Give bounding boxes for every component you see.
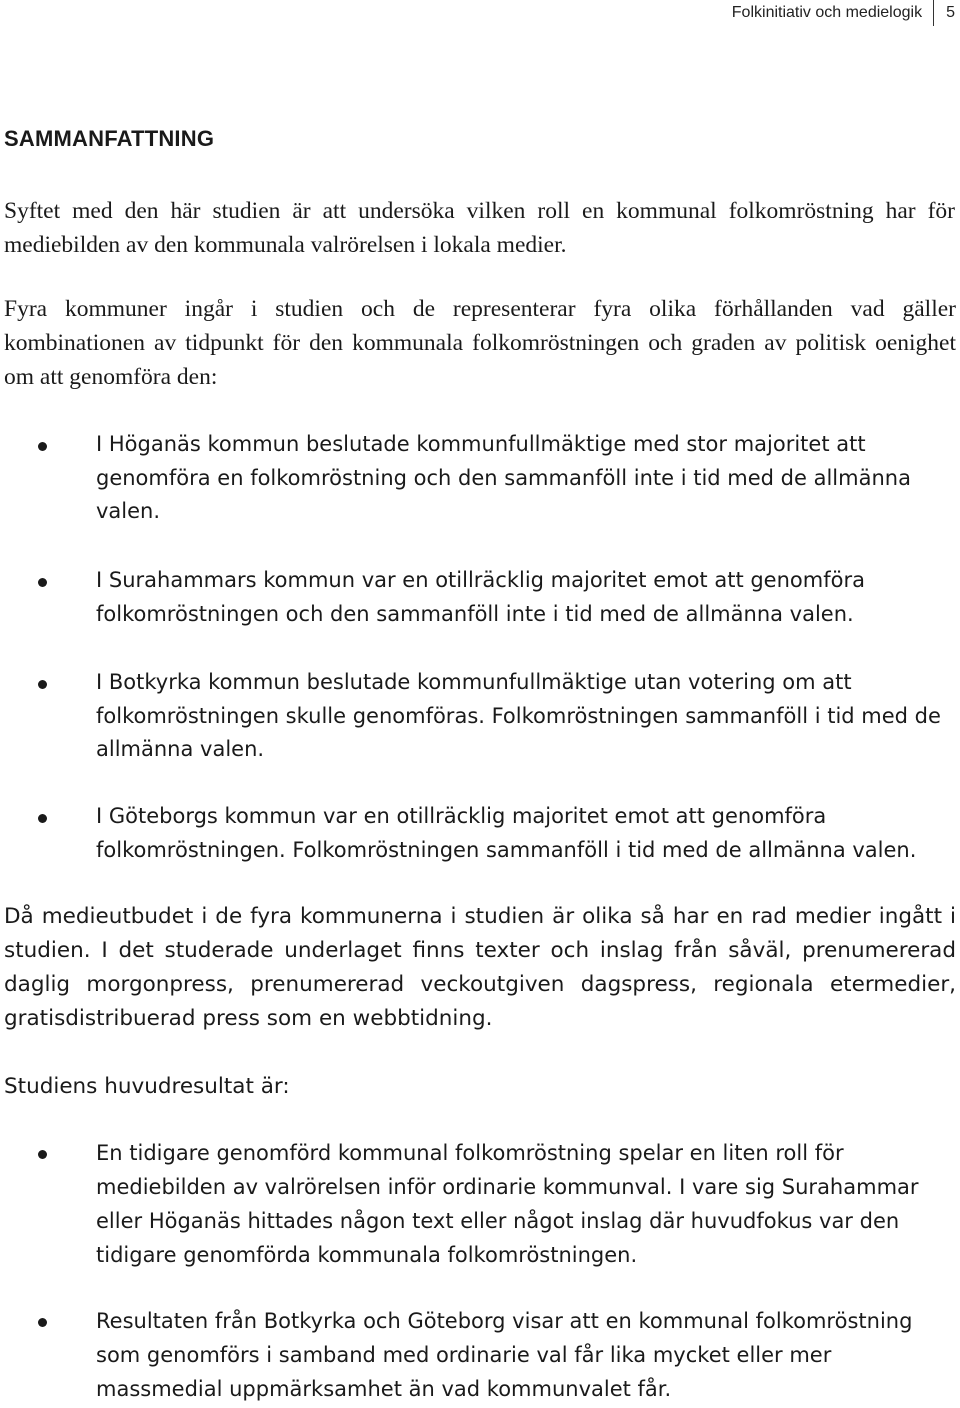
bullet-icon [38, 578, 47, 587]
list-item [0, 428, 952, 529]
bullet-icon [38, 442, 47, 451]
method-paragraph: Fyra kommuner ingår i studien och de representerar fyra olika förhållanden vad gäller kombinationen av tidpunkt för den kommunala folkomröstningen och graden av politisk oenighet om att genomföra den: [4, 296, 956, 390]
header-divider [933, 0, 934, 26]
list-item [0, 800, 960, 867]
page-number: 5 [946, 4, 955, 21]
list-item-text: I Höganäs kommun beslutade kommunfullmäktige med stor majoritet att genomföra en folkomröstning och den sammanföll inte i tid med de allmänna valen. [96, 432, 911, 523]
media-paragraph: Då medieutbudet i de fyra kommunerna i studien är olika så har en rad medier ingått i studien. I det studerade underlaget finns texter och inslag från såväl, prenumererad daglig morgonpress, prenumererad veckoutgiven dagspress, regionala etermedier, gratisdistribuerad press som en webbtidning. [4, 904, 956, 1031]
list-item [0, 1136, 952, 1272]
list-item [0, 666, 952, 767]
bullet-icon [38, 680, 47, 689]
municipality-list [0, 428, 952, 529]
list-item-text: I Surahammars kommun var en otillräcklig majoritet emot att genomföra folkomröstningen och den sammanföll inte i tid med de allmänna valen. [96, 568, 865, 626]
running-header [732, 0, 960, 26]
list-item-text: I Botkyrka kommun beslutade kommunfullmäktige utan votering om att folkomröstningen skulle genomföras. Folkomröstningen sammanföll i tid med de allmänna valen. [96, 670, 941, 761]
municipality-list [0, 666, 952, 767]
list-item [0, 564, 952, 631]
bullet-icon [38, 1318, 47, 1327]
bullet-icon [38, 1150, 47, 1159]
municipality-list [0, 800, 960, 867]
list-item-text: Resultaten från Botkyrka och Göteborg visar att en kommunal folkomröstning som genomförs i samband med ordinarie val får lika mycket eller mer massmedial uppmärksamhet än vad kommunvalet får. [96, 1309, 913, 1401]
results-intro: Studiens huvudresultat är: [4, 1074, 290, 1099]
section-heading: SAMMANFATTNING [4, 126, 215, 151]
bullet-icon [38, 814, 47, 823]
list-item-text: I Göteborgs kommun var en otillräcklig majoritet emot att genomföra folkomröstningen. Folkomröstningen sammanföll i tid med de allmänna valen. [96, 804, 917, 862]
list-item [0, 1304, 952, 1406]
municipality-list [0, 564, 952, 631]
results-list [0, 1136, 952, 1272]
running-title: Folkinitiativ och medielogik [731, 4, 923, 21]
intro-paragraph: Syftet med den här studien är att undersöka vilken roll en kommunal folkomröstning har för mediebilden av den kommunala valrörelsen i lokala medier. [4, 198, 955, 258]
results-list [0, 1304, 952, 1406]
list-item-text: En tidigare genomförd kommunal folkomröstning spelar en liten roll för mediebilden av valrörelsen inför ordinarie kommunval. I vare sig Surahammar eller Höganäs hittades någon text eller något inslag där huvudfokus var den tidigare genomförda kommunala folkomröstningen. [96, 1141, 919, 1267]
